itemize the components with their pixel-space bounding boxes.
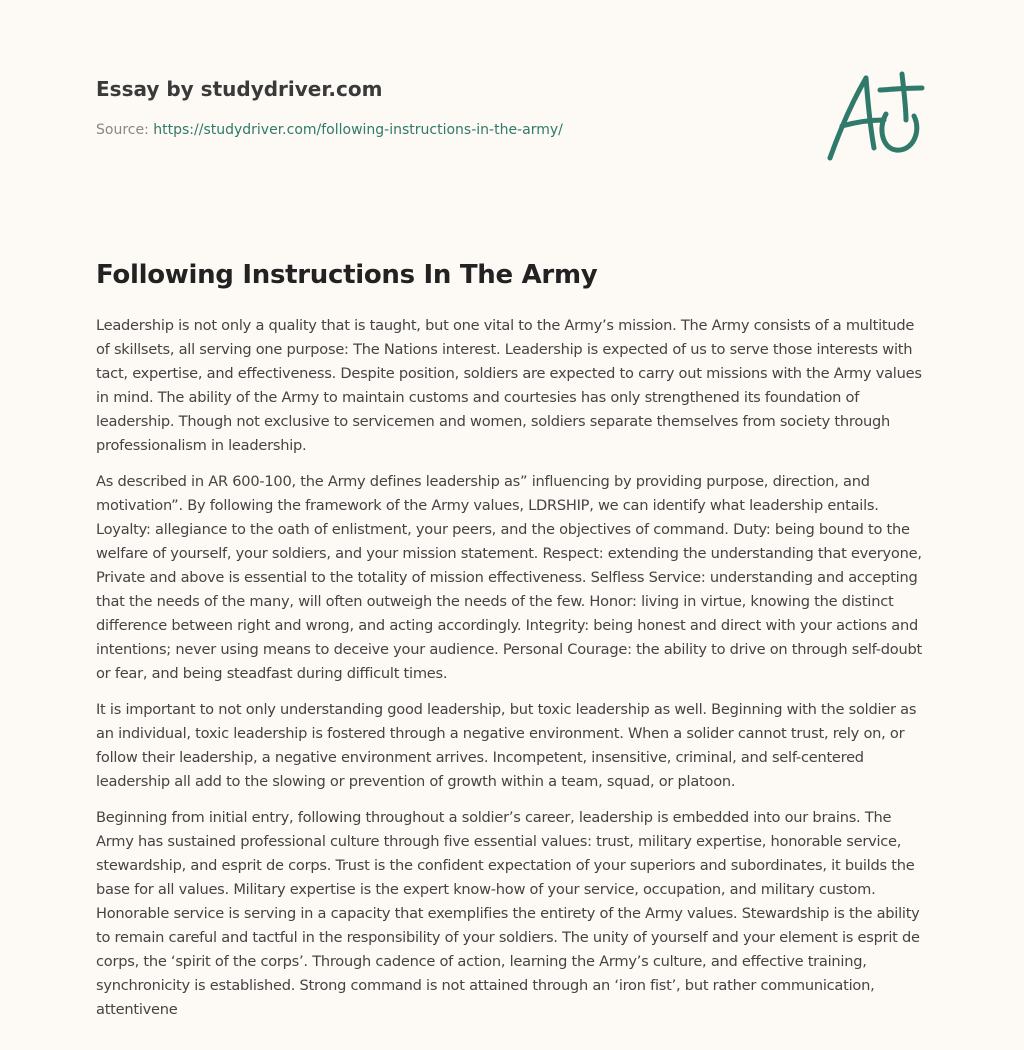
essay-paragraph: Leadership is not only a quality that is taught, but one vital to the Army’s mission. The Army consists of a multitude of skillsets, all serving one purpose: The Nations interest. Leadership is expected of us to serve those interests with tact, expertise, and effectiveness. Despite position, soldiers are expected to carry out missions with the Army values in mind. The ability of the Army to maintain customs and courtesies has only strengthened its foundation of leadership. Though not exclusive to servicemen and women, soldiers separate themselves from society through professionalism in leadership. bbox=[96, 317, 922, 454]
a-plus-logo-icon bbox=[822, 68, 926, 166]
essay-paragraph: As described in AR 600-100, the Army defines leadership as” influencing by providing purpose, direction, and motivation”. By following the framework of the Army values, LDRSHIP, we can identify what leadership entails. Loyalty: allegiance to the oath of enlistment, your peers, and the objectives of command. Duty: being bound to the welfare of yourself, your soldiers, and your mission statement. Respect: extending the understanding that everyone, Private and above is essential to the totality of mission effectiveness. Selfless Service: understanding and accepting that the needs of the many, will often outweigh the needs of the few. Honor: living in virtue, knowing the distinct difference between right and wrong, and acting accordingly. Integrity: being honest and direct with your actions and intentions; never using means to deceive your audience. Personal Courage: the ability to drive on through self-doubt or fear, and being steadfast during difficult times. bbox=[96, 473, 922, 682]
essay-title: Following Instructions In The Army bbox=[96, 260, 598, 290]
page-header bbox=[96, 74, 796, 140]
site-brand: Essay by studydriver.com bbox=[96, 77, 383, 101]
essay-paragraph: It is important to not only understanding good leadership, but toxic leadership as well. Beginning with the soldier as an individual, toxic leadership is fostered through a negative environment. When a solider cannot trust, rely on, or follow their leadership, a negative environment arrives. Incompetent, insensitive, criminal, and self-centered leadership all add to the slowing or prevention of growth within a team, squad, or platoon. bbox=[96, 701, 917, 790]
source-line bbox=[96, 120, 796, 140]
essay-paragraph: Beginning from initial entry, following throughout a soldier’s career, leadership is embedded into our brains. The Army has sustained professional culture through five essential values: trust, military expertise, honorable service, stewardship, and esprit de corps. Trust is the confident expectation of your superiors and subordinates, it builds the base for all values. Military expertise is the expert know-how of your service, occupation, and military custom. Honorable service is serving in a capacity that exemplifies the entirety of the Army values. Stewardship is the ability to remain careful and tactful in the responsibility of your soldiers. The unity of yourself and your element is esprit de corps, the ‘spirit of the corps’. Through cadence of action, learning the Army’s culture, and effective training, synchronicity is established. Strong command is not attained through an ‘iron fist’, but rather communication, attentivene bbox=[96, 809, 920, 1018]
source-link[interactable]: https://studydriver.com/following-instructions-in-the-army/ bbox=[153, 122, 563, 138]
essay-body bbox=[96, 314, 930, 1034]
source-label: Source: bbox=[96, 122, 149, 138]
